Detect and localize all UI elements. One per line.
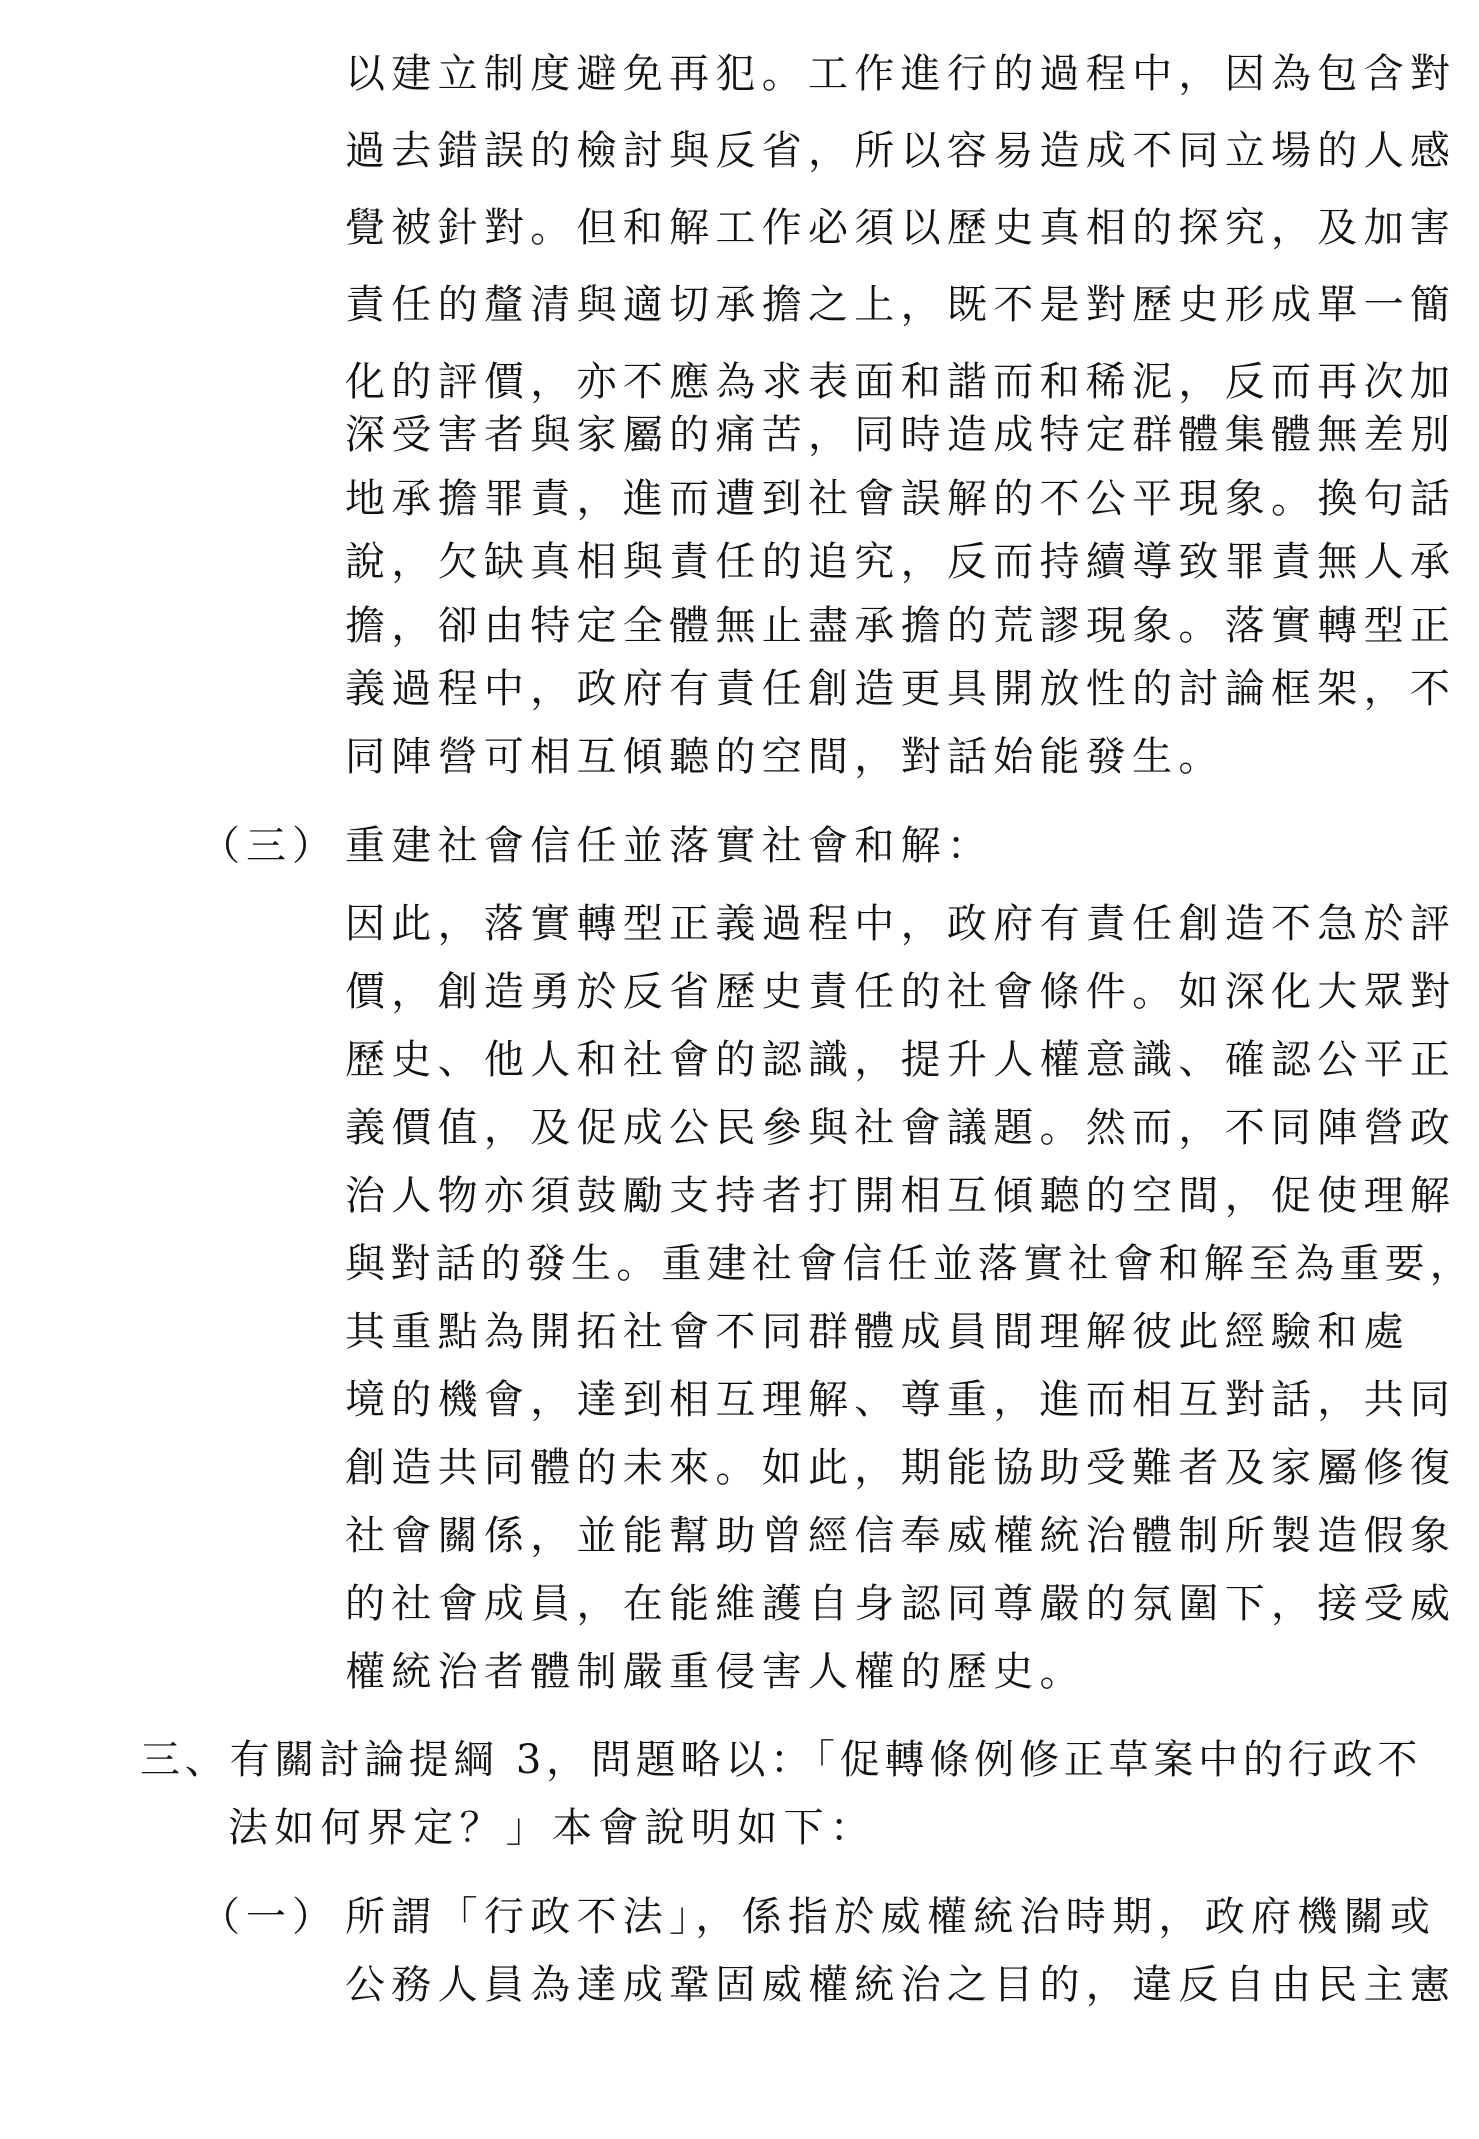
section-line: 社會關係，並能幫助曾經信奉威權統治體制所製造假象: [345, 1513, 1457, 1559]
section-line: 與對話的發生。重建社會信任並落實社會和解至為重要，: [345, 1241, 1475, 1287]
paragraph-line: 同陣營可相互傾聽的空間，對話始能發生。: [345, 734, 1225, 780]
subitem-line: 所謂「行政不法」，係指於威權統治時期，政府機關或: [345, 1894, 1437, 1940]
paragraph-line: 過去錯誤的檢討與反省，所以容易造成不同立場的人感: [345, 128, 1457, 174]
paragraph-line: 責任的釐清與適切承擔之上，既不是對歷史形成單一簡: [345, 282, 1457, 328]
subitem-line: 公務人員為達成鞏固威權統治之目的，違反自由民主憲: [345, 1962, 1457, 2008]
subitem-marker: （一）: [200, 1894, 338, 1940]
section-line: 的社會成員，在能維護自身認同尊嚴的氛圍下，接受威: [345, 1581, 1457, 1627]
section-heading: 重建社會信任並落實社會和解：: [345, 823, 994, 869]
section-line: 權統治者體制嚴重侵害人權的歷史。: [345, 1649, 1086, 1695]
section-line: 其重點為開拓社會不同群體成員間理解彼此經驗和處: [345, 1309, 1410, 1355]
section-line: 義價值，及促成公民參與社會議題。然而，不同陣營政: [345, 1105, 1457, 1151]
section-line: 治人物亦須鼓勵支持者打開相互傾聽的空間，促使理解: [345, 1173, 1457, 1219]
paragraph-line: 擔，卻由特定全體無止盡承擔的荒謬現象。落實轉型正: [345, 603, 1457, 649]
paragraph-line: 義過程中，政府有責任創造更具開放性的討論框架，不: [345, 666, 1457, 712]
paragraph-line: 化的評價，亦不應為求表面和諧而和稀泥，反而再次加: [345, 359, 1457, 405]
paragraph-line: 以建立制度避免再犯。工作進行的過程中，因為包含對: [345, 51, 1457, 97]
section-line: 價，創造勇於反省歷史責任的社會條件。如深化大眾對: [345, 969, 1457, 1015]
section-line: 因此，落實轉型正義過程中，政府有責任創造不急於評: [345, 901, 1457, 947]
paragraph-line: 深受害者與家屬的痛苦，同時造成特定群體集體無差別: [345, 412, 1457, 458]
section-line: 境的機會，達到相互理解、尊重，進而相互對話，共同: [345, 1377, 1457, 1423]
item-heading-line: 法如何界定？」本會說明如下：: [228, 1805, 877, 1851]
paragraph-line: 說，欠缺真相與責任的追究，反而持續導致罪責無人承: [345, 539, 1457, 585]
paragraph-line: 地承擔罪責，進而遭到社會誤解的不公平現象。換句話: [345, 476, 1457, 522]
section-line: 歷史、他人和社會的認識，提升人權意識、確認公平正: [345, 1037, 1457, 1083]
item-heading-line: 三、有關討論提綱 3，問題略以：「促轉條例修正草案中的行政不: [140, 1737, 1423, 1783]
section-line: 創造共同體的未來。如此，期能協助受難者及家屬修復: [345, 1445, 1457, 1491]
section-marker: （三）: [200, 823, 338, 869]
paragraph-line: 覺被針對。但和解工作必須以歷史真相的探究，及加害: [345, 205, 1457, 251]
